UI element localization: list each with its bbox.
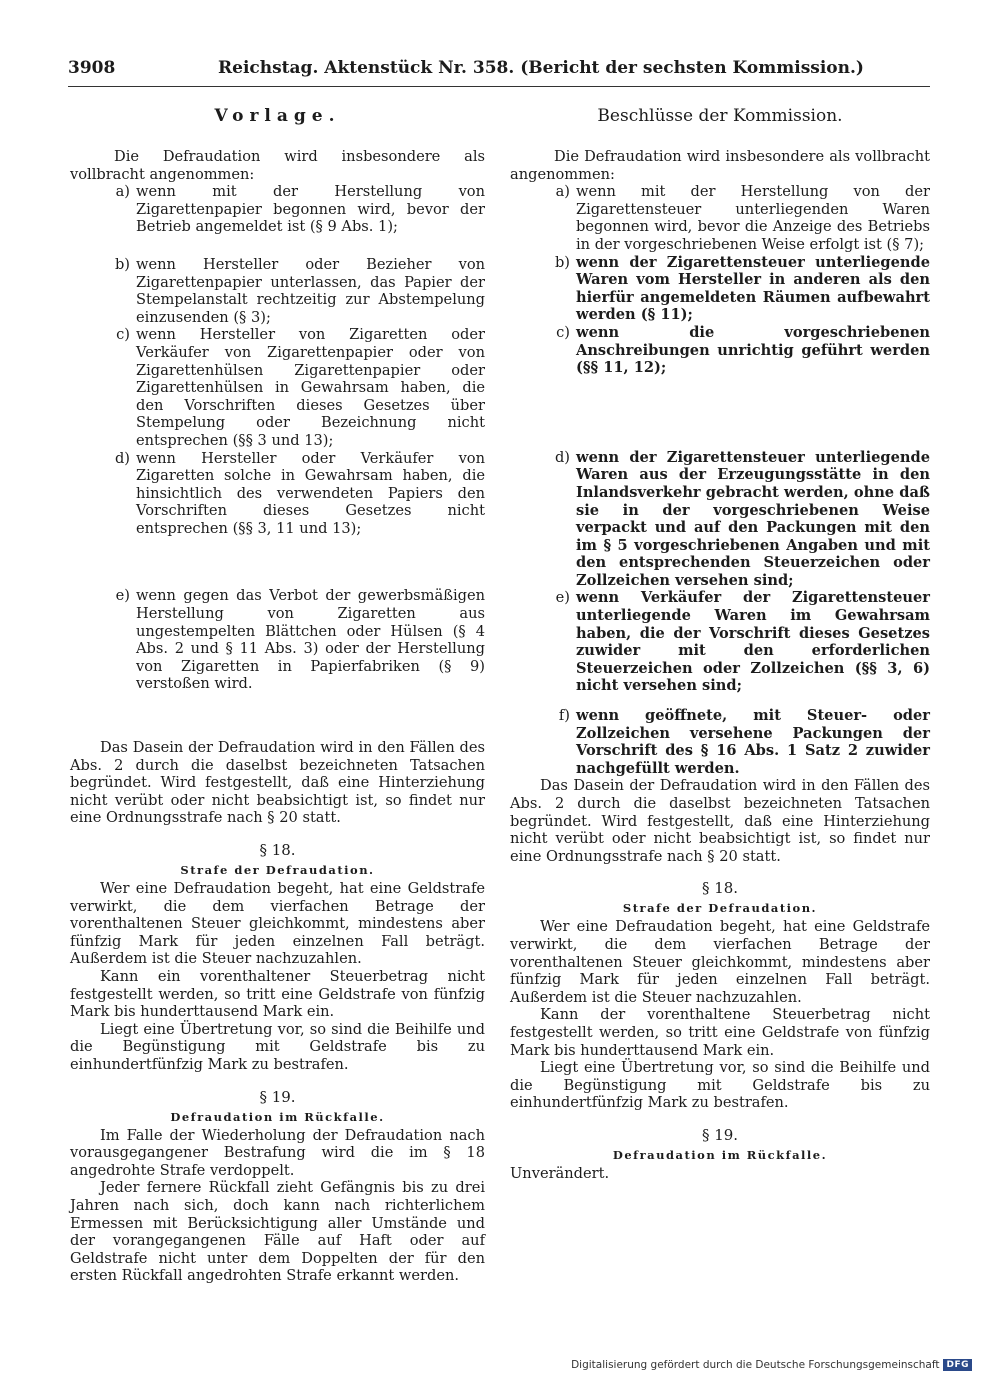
item-text: wenn mit der Herstellung von Zigarettenpapier begonnen wird, bevor der Betrieb angemeldet ist (§ 9 Abs. 1); (136, 183, 485, 236)
section-title: Defraudation im Rückfalle. (612, 1147, 828, 1162)
item-label: d) (554, 448, 570, 466)
closing-paragraph: Das Dasein der Defraudation wird in den Fällen des Abs. 2 durch die daselbst bezeichneten Tatsachen begründet. Wird festgestellt, daß eine Hinterziehung nicht verübt oder nicht beabsichtigt ist, so findet nur eine Ordnungsstrafe nach § 20 statt. (510, 777, 930, 865)
item-text: wenn Verkäufer der Zigarettensteuer unterliegende Waren im Gewahrsam haben, die der Vorschrift dieses Gesetzes zuwider mit den erforderlichen Steuerzeichen oder Zollzeichen (§§ 3, 6) nicht versehen sind; (576, 589, 930, 695)
page-number: 3908 (68, 58, 116, 78)
item-text: wenn mit der Herstellung von der Zigarettensteuer unterliegenden Waren begonnen wird, bevor die Anzeige des Betriebs in der vorgeschriebenen Weise erfolgt ist (§ 7); (576, 183, 930, 253)
column-heading: Vorlage. (214, 106, 341, 126)
list-item (510, 707, 930, 777)
item-text: wenn die vorgeschriebenen Anschreibungen unrichtig geführt werden (§§ 11, 12); (576, 323, 930, 377)
list-item (510, 449, 930, 590)
item-text: wenn geöffnete, mit Steuer- oder Zollzeichen versehene Packungen der Vorschrift des § 16 Abs. 1 Satz 2 zuwider nachgefüllt werden. (576, 707, 930, 777)
paragraph: Liegt eine Übertretung vor, so sind die Beihilfe und die Begünstigung mit Geldstrafe bis zu einhundertfünfzig Mark zu bestrafen. (510, 1059, 930, 1112)
item-text: wenn Hersteller oder Verkäufer von Zigaretten solche in Gewahrsam haben, die hinsichtlich des verwendeten Papiers den Vorschriften dieses Gesetzes nicht entsprechen (§§ 3, 11 und 13); (136, 449, 485, 537)
column-heading: Beschlüsse der Kommission. (597, 106, 843, 126)
digitization-credit (571, 1359, 972, 1371)
paragraph: Im Falle der Wiederholung der Defraudation nach vorausgegangener Bestrafung wird die im § 18 angedrohte Strafe verdoppelt. (70, 1126, 485, 1179)
item-label: e) (115, 587, 130, 605)
paragraph: Jeder fernere Rückfall zieht Gefängnis bis zu drei Jahren nach sich, doch kann nach richterlichem Ermessen mit Berücksichtigung aller Umstände und der vorangegangenen Fälle auf Haft oder auf Geldstrafe nicht unter dem Doppelten der für den ersten Rückfall angedrohten Strafe erkannt werden. (70, 1179, 485, 1285)
item-text: wenn Hersteller oder Bezieher von Zigarettenpapier unterlassen, das Papier der Stempelanstalt rechtzeitig zur Abstempelung einzusenden (§ 3); (136, 255, 485, 326)
credit-text: Digitalisierung gefördert durch die Deutsche Forschungsgemeinschaft (571, 1359, 940, 1371)
section-title: Defraudation im Rückfalle. (170, 1109, 385, 1124)
section-number: § 18. (259, 841, 296, 859)
list-item (70, 326, 485, 449)
running-title: Reichstag. Aktenstück Nr. 358. (Bericht der sechsten Kommission.) (218, 58, 864, 78)
paragraph: Wer eine Defraudation begeht, hat eine Geldstrafe verwirkt, die dem vierfachen Betrage der vorenthaltenen Steuer gleichkommt, mindestens aber fünfzig Mark für jeden einzelnen Fall beträgt. Außerdem ist die Steuer nachzuzahlen. (70, 880, 485, 968)
column-beschluesse (510, 100, 930, 1183)
item-label: c) (116, 326, 130, 344)
dfg-logo: DFG (943, 1359, 972, 1371)
item-text: wenn Hersteller von Zigaretten oder Verkäufer von Zigarettenpapier oder von Zigarettenhülsen Zigarettenpapier oder Zigarettenhülsen in Gewahrsam haben, die den Vorschriften dieses Gesetzes über Stempelung oder Bezeichnung nicht entsprechen (§§ 3 und 13); (136, 326, 485, 449)
section-title: Strafe der Defraudation. (180, 863, 375, 877)
intro-text: Die Defraudation wird insbesondere als vollbracht angenommen: (70, 148, 485, 183)
list-item (70, 183, 485, 236)
item-label: b) (554, 253, 570, 271)
section-title: Strafe der Defraudation. (622, 901, 818, 916)
item-label: d) (114, 449, 130, 467)
paragraph: Kann ein vorenthaltener Steuerbetrag nicht festgestellt werden, so tritt eine Geldstrafe von fünfzig Mark bis hunderttausend Mark ein. (70, 967, 485, 1021)
paragraph: Kann der vorenthaltene Steuerbetrag nicht festgestellt werden, so tritt eine Geldstrafe von fünfzig Mark bis hunderttausend Mark ein. (510, 1006, 930, 1059)
section-number: § 19. (259, 1087, 296, 1106)
section-number: § 19. (701, 1125, 739, 1144)
list-item (510, 589, 930, 695)
closing-paragraph: Das Dasein der Defraudation wird in den Fällen des Abs. 2 durch die daselbst bezeichneten Tatsachen begründet. Wird festgestellt, daß eine Hinterziehung nicht verübt oder nicht beabsichtigt ist, so findet nur eine Ordnungsstrafe nach § 20 statt. (70, 739, 485, 827)
item-label: a) (115, 183, 130, 201)
column-vorlage (70, 100, 485, 1285)
list-item (70, 587, 485, 693)
item-text: wenn der Zigarettensteuer unterliegende Waren aus der Erzeugungsstätte in den Inlandsverkehr gebracht werden, ohne daß sie in der vorgeschriebenen Weise verpackt und auf den Packungen mit den im § 5 vorgeschriebenen Angaben und mit den entsprechenden Steuerzeichen oder Zollzeichen versehen sind; (576, 448, 930, 589)
item-label: e) (555, 589, 570, 607)
list-item (510, 324, 930, 377)
item-text: wenn der Zigarettensteuer unterliegende Waren vom Hersteller in anderen als den hierfür angemeldeten Räumen aufbewahrt werden (§ 11); (576, 253, 930, 324)
paragraph: Wer eine Defraudation begeht, hat eine Geldstrafe verwirkt, die dem vierfachen Betrage der vorenthaltenen Steuer gleichkommt, mindestens aber fünfzig Mark für jeden einzelnen Fall beträgt. Außerdem ist die Steuer nachzuzahlen. (510, 918, 930, 1006)
item-label: b) (114, 255, 130, 273)
paragraph: Unverändert. (510, 1164, 610, 1182)
item-label: c) (556, 323, 570, 341)
item-label: f) (558, 707, 570, 725)
list-item (510, 183, 930, 253)
running-header (68, 58, 930, 87)
list-item (510, 254, 930, 324)
list-item (70, 450, 485, 538)
item-text: wenn gegen das Verbot der gewerbsmäßigen Herstellung von Zigaretten aus ungestempelten Blättchen oder Hülsen (§ 4 Abs. 2 und § 11 Abs. 3) oder der Herstellung von Zigaretten in Papierfabriken (§ 9) verstoßen wird. (136, 587, 485, 693)
intro-text: Die Defraudation wird insbesondere als vollbracht angenommen: (510, 148, 930, 183)
paragraph: Liegt eine Übertretung vor, so sind die Beihilfe und die Begünstigung mit Geldstrafe bis zu einhundertfünfzig Mark zu bestrafen. (70, 1020, 485, 1073)
list-item (70, 256, 485, 326)
item-label: a) (555, 183, 570, 201)
section-number: § 18. (701, 879, 739, 898)
